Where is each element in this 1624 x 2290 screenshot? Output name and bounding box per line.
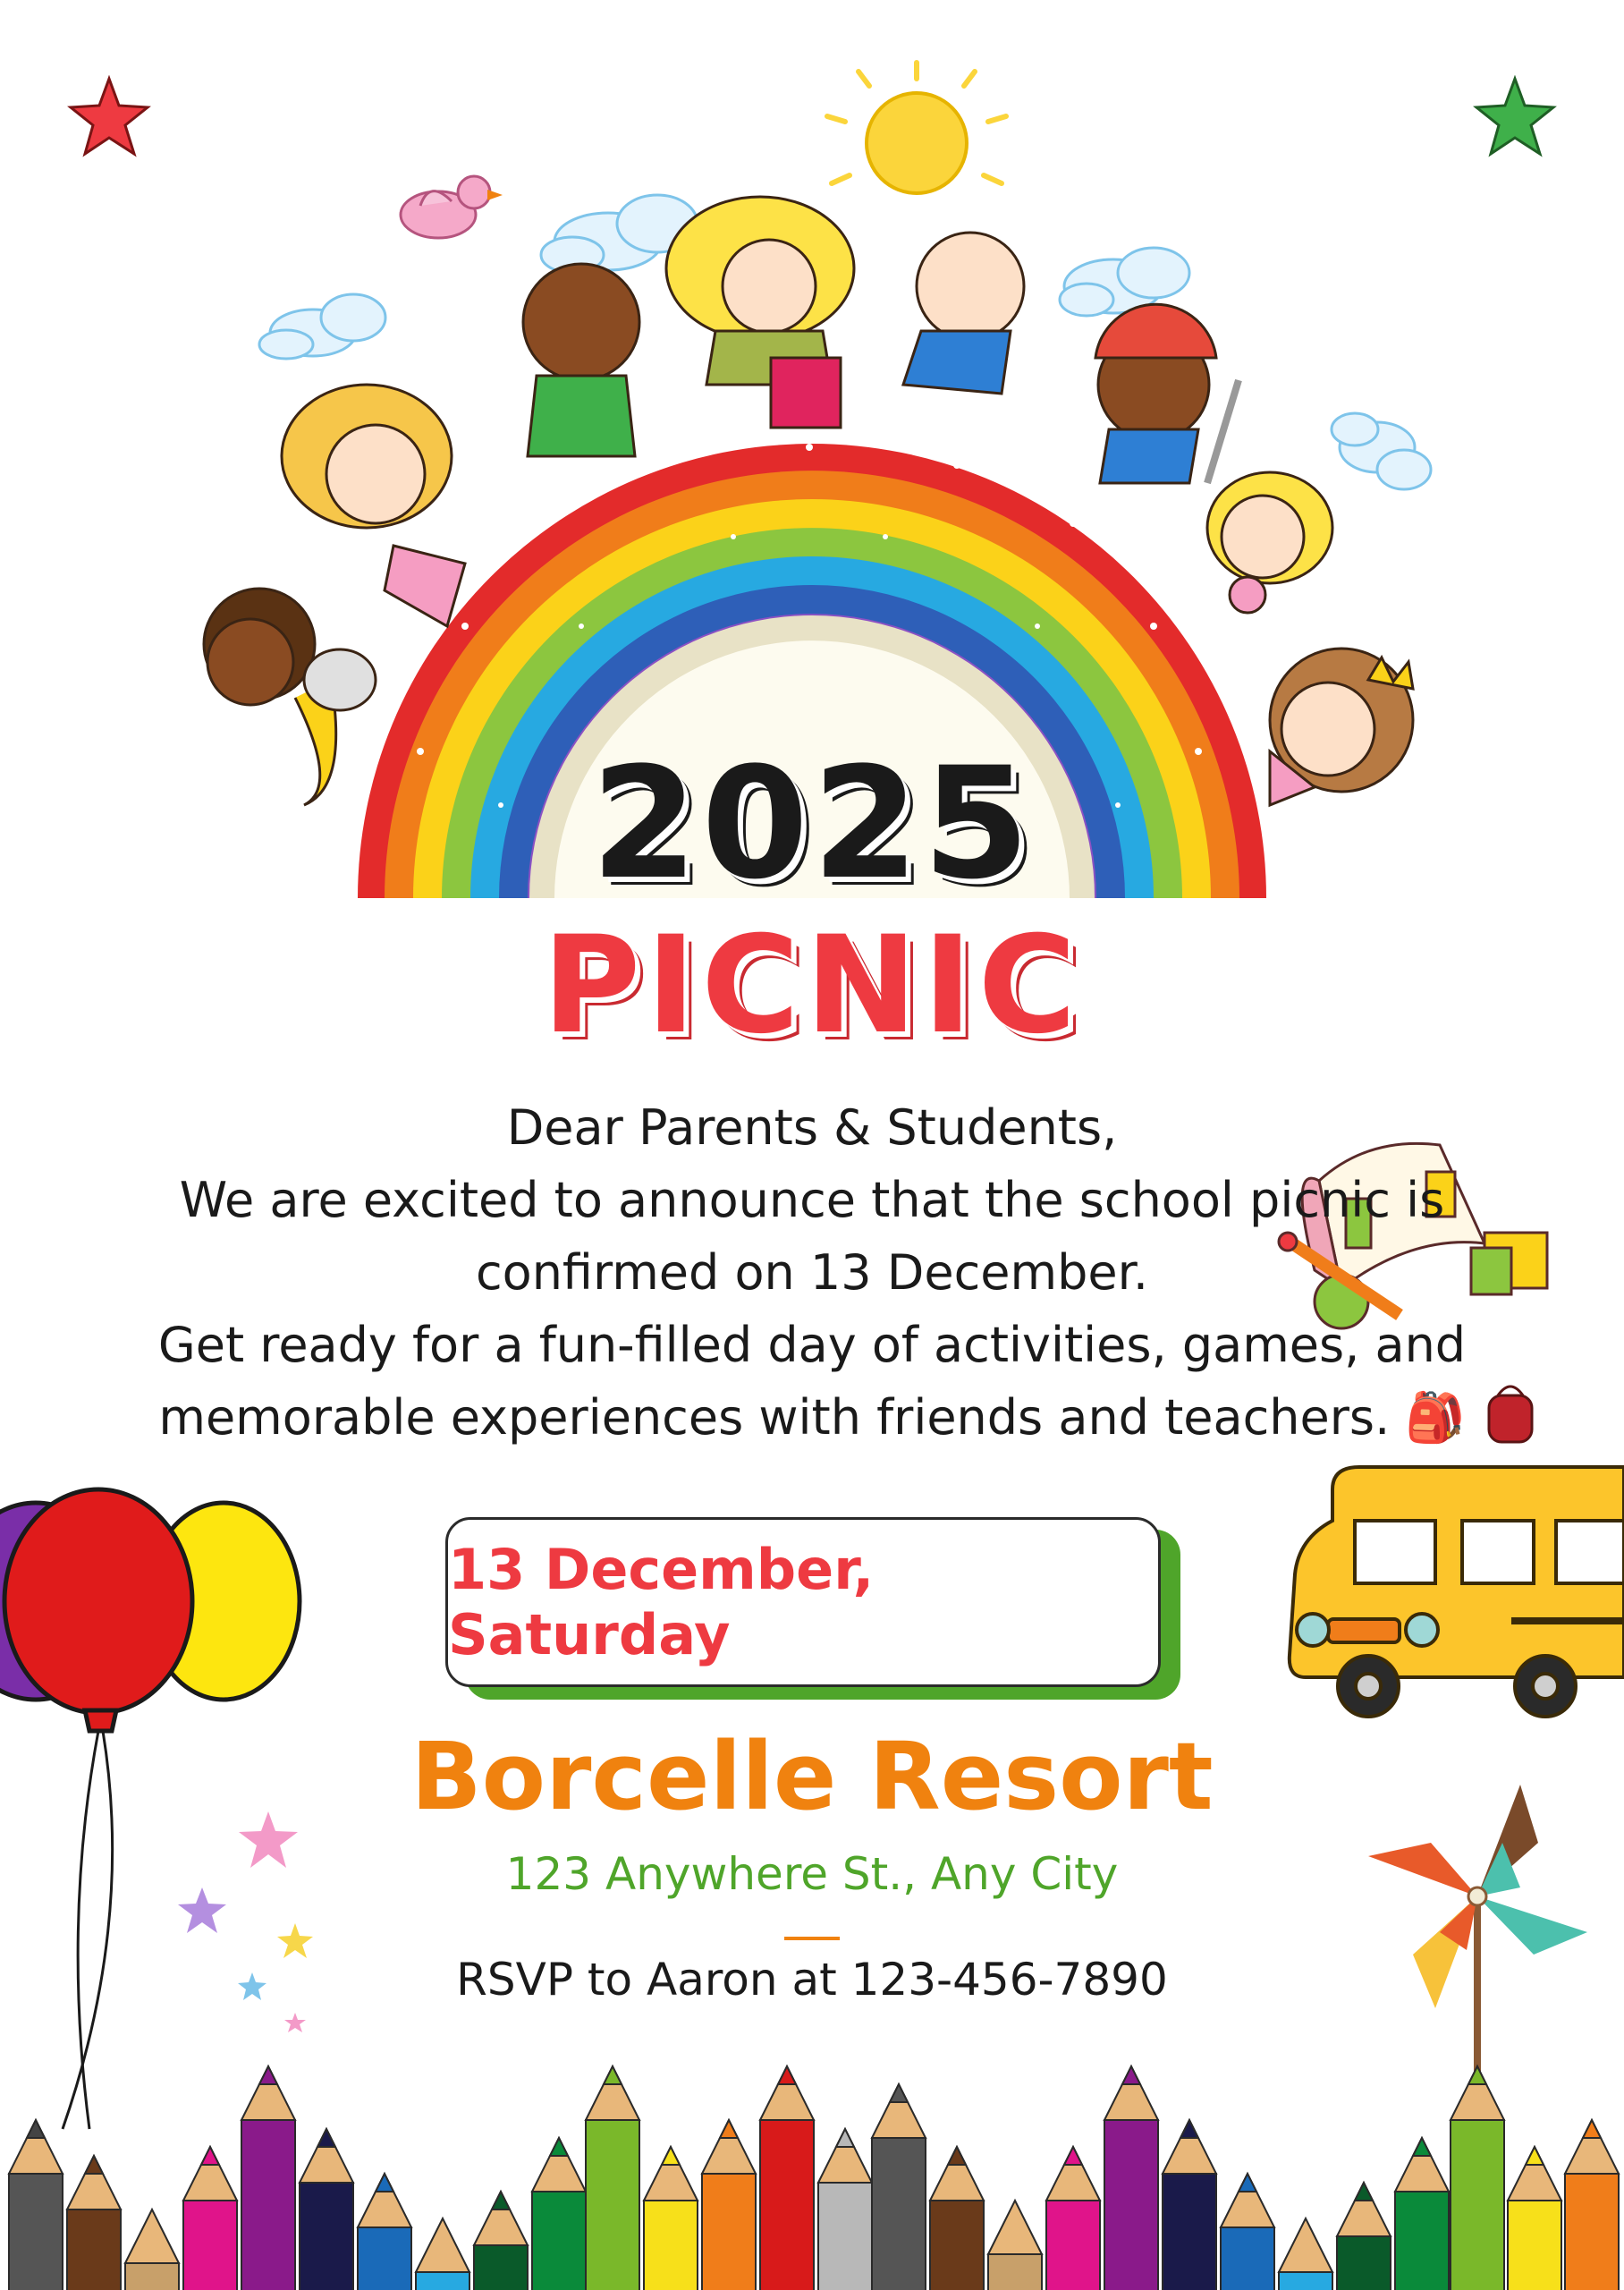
divider xyxy=(784,1937,840,1940)
sun-icon xyxy=(827,63,1006,193)
star-icon xyxy=(71,79,148,154)
venue-address: 123 Anywhere St., Any City xyxy=(505,1848,1119,1900)
year-heading: 2025 xyxy=(590,734,1034,913)
cloud-icon xyxy=(259,294,385,359)
event-date: 13 December, Saturday xyxy=(448,1537,875,1667)
letter-line: Dear Parents & Students, xyxy=(506,1099,1118,1156)
date-badge xyxy=(445,1517,1161,1687)
announcement-letter xyxy=(143,1091,1481,1454)
venue-name: Borcelle Resort xyxy=(410,1722,1214,1831)
letter-line: confirmed on 13 December. xyxy=(475,1244,1149,1301)
gift-icon xyxy=(771,358,841,428)
letter-line: We are excited to announce that the school picnic is xyxy=(179,1172,1445,1228)
school-bus xyxy=(1290,1467,1624,1717)
backpack-icon xyxy=(1489,1387,1532,1442)
bird-icon xyxy=(401,176,503,238)
cloud-icon xyxy=(1332,413,1431,489)
letter-line: memorable experiences with friends and teachers. 🎒 xyxy=(158,1389,1466,1446)
pencils xyxy=(9,2066,1619,2290)
star-icon xyxy=(284,2013,306,2032)
rsvp-text: RSVP to Aaron at 123-456-7890 xyxy=(456,1954,1168,2006)
letter-line: Get ready for a fun-filled day of activities, games, and xyxy=(157,1317,1467,1373)
page-title: PICNIC xyxy=(542,908,1082,1064)
star-icon xyxy=(1476,79,1553,154)
